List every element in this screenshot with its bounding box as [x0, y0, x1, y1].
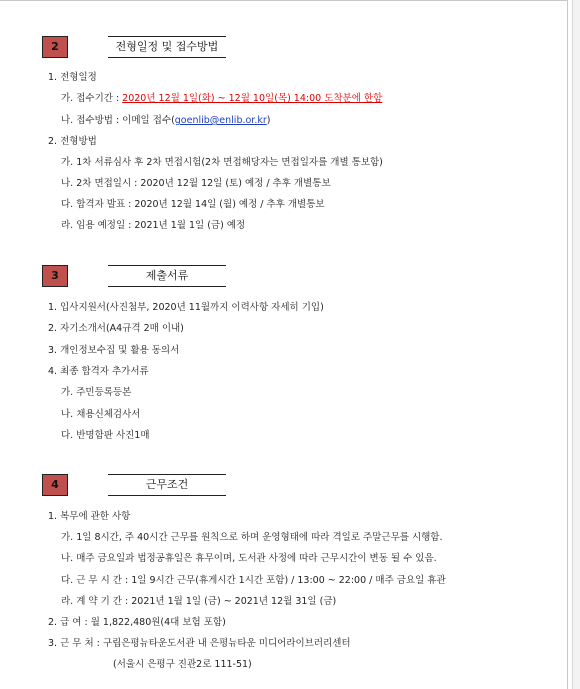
document-subitem: 가. 주민등록등본: [61, 387, 132, 398]
document-subitem: 다. 반명함판 사진1매: [61, 430, 150, 441]
email-link[interactable]: goenlib@enlib.or.kr: [174, 115, 267, 126]
page-top-border: [0, 0, 568, 1]
document-item: 1. 입사지원서(사진첨부, 2020년 11월까지 이력사항 자세히 기입): [48, 302, 324, 313]
salary-line: 2. 급 여 : 월 1,822,480원(4대 보험 포함): [48, 617, 226, 628]
section-title: 전형일정 및 접수방법: [108, 36, 226, 58]
application-method-close: ): [266, 115, 271, 126]
application-period-value: 2020년 12월 1일(화) ~ 12월 10일(목) 14:00 도착분에 한함: [122, 93, 383, 104]
workplace-address: (서울시 은평구 진관2로 111-51): [113, 659, 252, 670]
workplace-line: 3. 근 무 처 : 구립은평뉴타운도서관 내 은평뉴타운 미디어라이브러리센터: [48, 638, 351, 649]
application-period: [61, 92, 382, 106]
work-condition-item: 다. 근 무 시 간 : 1일 9시간 근무(휴게시간 1시간 포함) / 13:00 ~ 22:00 / 매주 금요일 휴관: [61, 575, 446, 586]
section-title: 제출서류: [108, 265, 226, 287]
selection-step-4: 라. 임용 예정일 : 2021년 1월 1일 (금) 예정: [61, 220, 246, 231]
section-number: 2: [42, 36, 68, 58]
work-condition-item: 라. 계 약 기 간 : 2021년 1월 1일 (금) ~ 2021년 12월 31일 (금): [61, 596, 337, 607]
scrollbar-track[interactable]: [572, 0, 580, 689]
work-condition-heading: 1. 복무에 관한 사항: [48, 511, 131, 522]
work-condition-item: 가. 1일 8시간, 주 40시간 근무를 원칙으로 하며 운영형태에 따라 격일로 주말근무를 시행함.: [61, 532, 443, 543]
selection-step-3: 다. 합격자 발표 : 2020년 12월 14일 (월) 예정 / 추후 개별통보: [61, 199, 325, 210]
section-number: 4: [42, 474, 68, 496]
selection-step-1: 가. 1차 서류심사 후 2차 면접시험(2차 면접해당자는 면접일자를 개별 통보함): [61, 157, 383, 168]
application-method: [61, 114, 271, 128]
schedule-heading: 1. 전형일정: [48, 72, 97, 83]
document-item: 3. 개인정보수집 및 활용 동의서: [48, 345, 180, 356]
work-condition-item: 나. 매주 금요일과 법정공휴일은 휴무이며, 도서관 사정에 따라 근무시간이 변동 될 수 있음.: [61, 553, 437, 564]
document-item: 4. 최종 합격자 추가서류: [48, 366, 149, 377]
section-title: 근무조건: [108, 474, 226, 496]
section-number: 3: [42, 265, 68, 287]
document-item: 2. 자기소개서(A4규격 2매 이내): [48, 323, 184, 334]
application-period-label: 가. 접수기간 :: [61, 93, 123, 104]
page-right-border: [567, 0, 568, 689]
selection-step-2: 나. 2차 면접일시 : 2020년 12월 12일 (토) 예정 / 추후 개별통보: [61, 178, 331, 189]
application-method-label: 나. 접수방법 : 이메일 접수(: [61, 115, 175, 126]
selection-method-heading: 2. 전형방법: [48, 136, 97, 147]
document-subitem: 나. 채용신체검사서: [61, 409, 141, 420]
